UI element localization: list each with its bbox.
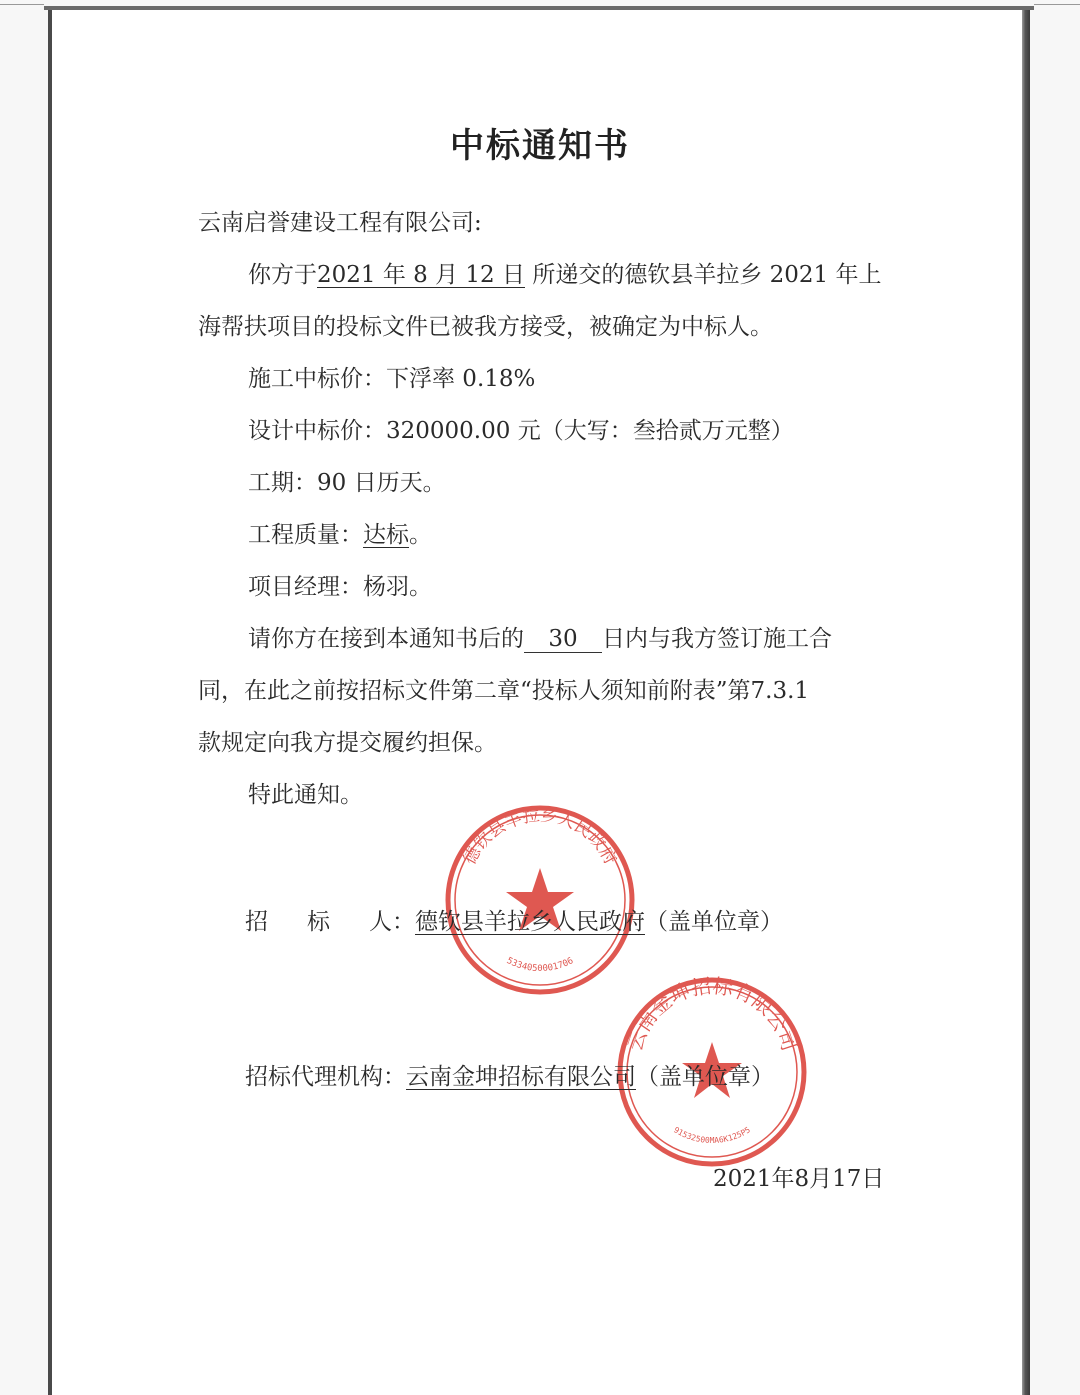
para1-prefix: 你方于: [248, 262, 317, 288]
quality-label: 工程质量：: [248, 522, 363, 548]
design-price-value: 320000.00 元（大写：叁拾贰万元整）: [386, 418, 794, 444]
agency-seal-text: 云南金坤招标有限公司: [622, 973, 802, 1054]
quality-end: 。: [409, 522, 432, 548]
agency-label: 招标代理机构：: [245, 1064, 406, 1090]
construction-period: [248, 464, 446, 497]
period-label: 工期：: [248, 470, 317, 496]
agency-seal-note: （盖单位章）: [636, 1064, 774, 1090]
paragraph-2-line-3: 款规定向我方提交履约担保。: [198, 730, 497, 756]
document-title: 中标通知书: [450, 126, 630, 166]
agency-seal-number: 91532500MA6K125P5: [672, 1125, 752, 1146]
design-price-label: 设计中标价：: [248, 418, 386, 444]
project-manager: [248, 568, 432, 601]
paragraph-1-line-2: 海帮扶项目的投标文件已被我方接受，被确定为中标人。: [198, 314, 773, 340]
contract-days: 30: [524, 626, 602, 653]
engineering-quality: [248, 516, 432, 549]
manager-label: 项目经理：: [248, 574, 363, 600]
scan-corner-left: [0, 0, 44, 5]
period-value: 90 日历天。: [317, 470, 446, 496]
addressee: 云南启誉建设工程有限公司:: [198, 210, 482, 236]
paragraph-1-line-1: [248, 256, 881, 289]
construction-price: [248, 360, 535, 393]
page-right-edge: [1022, 10, 1030, 1395]
gov-seal-number: 5334050001706: [504, 956, 576, 975]
submit-date: 2021 年 8 月 12 日: [317, 262, 525, 288]
construction-price-value: 下浮率 0.18%: [386, 366, 536, 392]
agency-name: 云南金坤招标有限公司: [406, 1064, 636, 1090]
tenderer-name: 德钦县羊拉乡人民政府: [415, 909, 645, 935]
notice-closing: 特此通知。: [248, 782, 363, 808]
quality-value: 达标: [363, 522, 409, 548]
para2-prefix: 请你方在接到本通知书后的: [248, 626, 524, 652]
government-seal: [440, 800, 640, 1000]
manager-value: 杨羽。: [363, 574, 432, 600]
para1-suffix: 所递交的德钦县羊拉乡 2021 年上: [532, 262, 882, 288]
agency-line: [245, 1058, 774, 1091]
tenderer-line: [245, 903, 783, 936]
tenderer-label: 招 标 人: [245, 909, 392, 935]
tenderer-colon: ：: [392, 909, 415, 935]
tenderer-seal-note: （盖单位章）: [645, 909, 783, 935]
para2-suffix: 日内与我方签订施工合: [602, 626, 832, 652]
scan-corner-right: [1034, 0, 1080, 5]
paragraph-2-line-2: 同，在此之前按招标文件第二章“投标人须知前附表”第7.3.1: [198, 678, 810, 704]
issue-date: 2021年8月17日: [713, 1166, 885, 1192]
gov-seal-text: 德钦县羊拉乡人民政府: [459, 805, 621, 869]
construction-price-label: 施工中标价：: [248, 366, 386, 392]
paragraph-2-line-1: [248, 620, 832, 653]
design-price: [248, 412, 794, 445]
